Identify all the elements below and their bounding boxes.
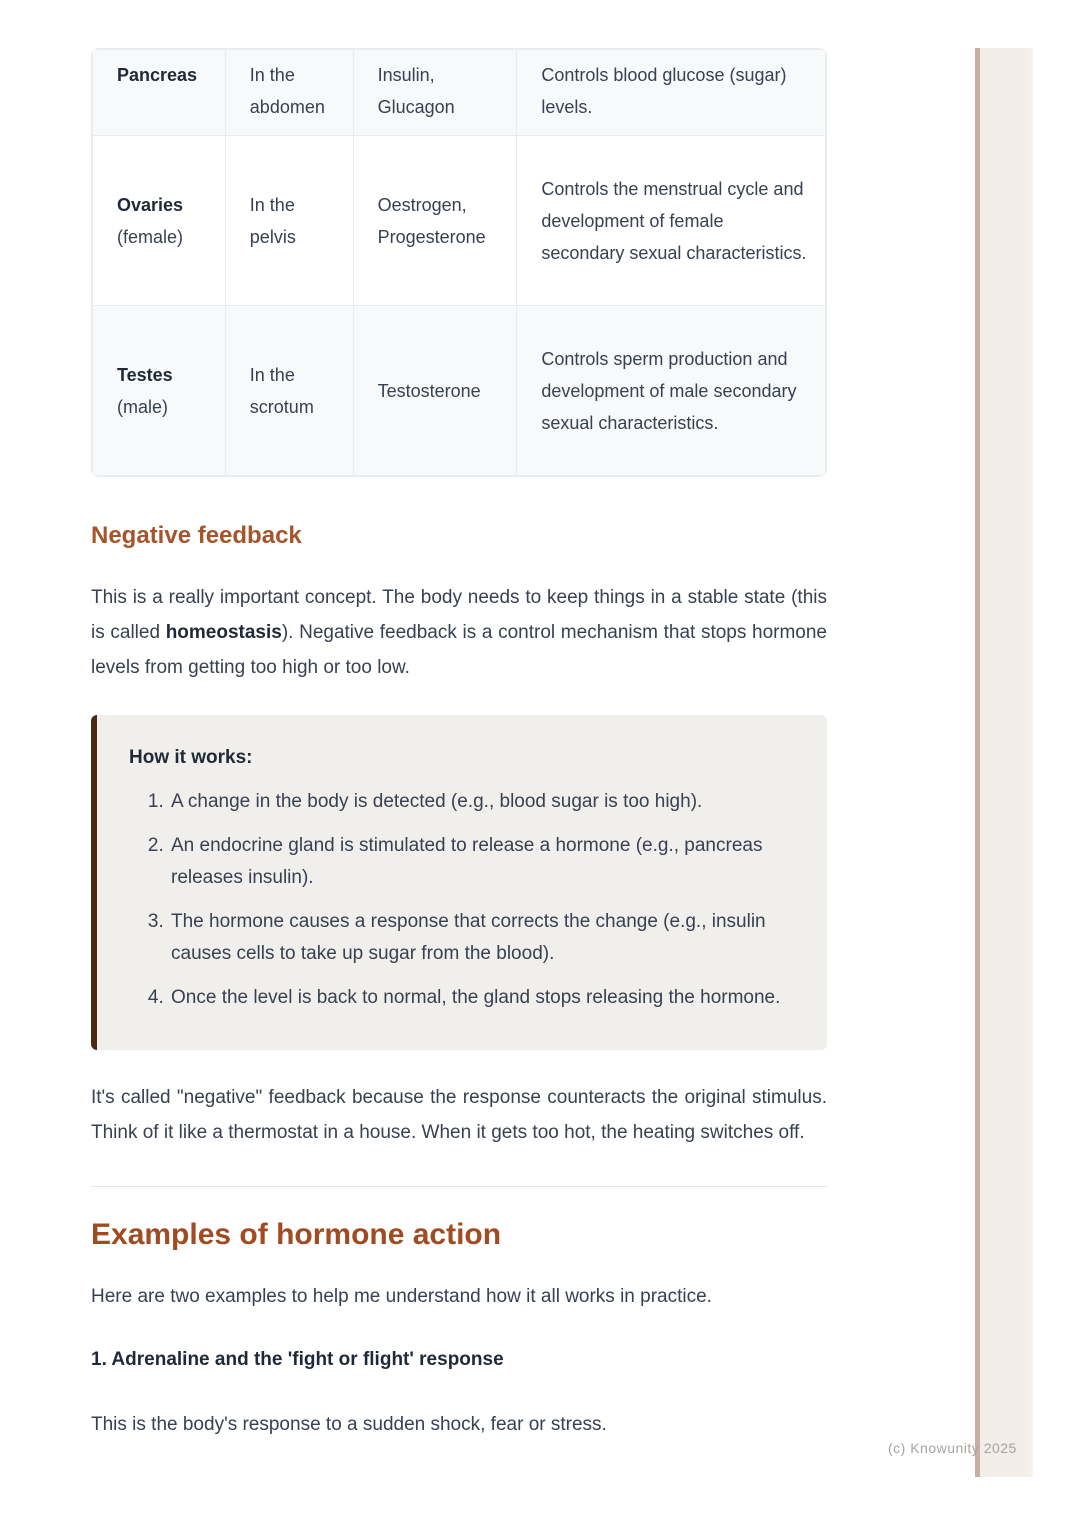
section-heading-negative-feedback: Negative feedback bbox=[91, 522, 302, 549]
document-page bbox=[91, 48, 827, 1472]
gland-qualifier: (male) bbox=[117, 396, 169, 417]
table-row-pancreas bbox=[93, 50, 826, 136]
section-heading-examples: Examples of hormone action bbox=[91, 1218, 502, 1251]
example1-text: This is the body's response to a sudden shock, fear or stress. bbox=[91, 1414, 607, 1435]
intro-text-end: ). Negative feedback is a control mechanism that stops hormone levels from getting too high or too low. bbox=[91, 622, 828, 678]
callout-title: How it works: bbox=[129, 747, 253, 768]
hormones-cell: Insulin, Glucagon bbox=[353, 50, 517, 136]
glands-table bbox=[91, 48, 827, 477]
examples-intro: Here are two examples to help me understand how it all works in practice. bbox=[91, 1286, 712, 1307]
gland-cell bbox=[93, 50, 226, 136]
function-cell: Controls sperm production and development of male secondary sexual characteristics. bbox=[517, 306, 826, 476]
hormones-cell: Testosterone bbox=[353, 306, 517, 476]
table-row-testes bbox=[93, 306, 826, 476]
negative-feedback-outro: It's called "negative" feedback because the response counteracts the original stimulus. Think of it like a thermostat in a house. When it gets too hot, the heating switches off. bbox=[91, 1087, 827, 1143]
location-cell: In the scrotum bbox=[225, 306, 353, 476]
function-cell: Controls blood glucose (sugar) levels. bbox=[517, 50, 826, 136]
list-item: 2. An endocrine gland is stimulated to release a hormone (e.g., pancreas releases insulin). bbox=[169, 830, 791, 894]
watermark: (c) Knowunity 2025 bbox=[888, 1440, 1017, 1456]
next-page-edge bbox=[975, 48, 1033, 1477]
list-item: 4. Once the level is back to normal, the gland stops releasing the hormone. bbox=[169, 982, 791, 1014]
gland-name: Testes bbox=[117, 364, 173, 385]
table-row-ovaries bbox=[93, 136, 826, 306]
gland-cell bbox=[93, 306, 226, 476]
gland-name: Ovaries bbox=[117, 194, 184, 215]
list-item: 3. The hormone causes a response that corrects the change (e.g., insulin causes cells to take up sugar from the blood). bbox=[169, 906, 791, 970]
homeostasis-bold: homeostasis bbox=[165, 622, 282, 643]
hormones-cell: Oestrogen, Progesterone bbox=[353, 136, 517, 306]
example1-heading: 1. Adrenaline and the 'fight or flight' response bbox=[91, 1349, 504, 1370]
gland-qualifier: (female) bbox=[117, 226, 184, 247]
negative-feedback-intro bbox=[91, 580, 827, 685]
gland-cell bbox=[93, 136, 226, 306]
how-it-works-callout bbox=[91, 715, 827, 1050]
how-it-works-list bbox=[129, 786, 791, 1014]
function-cell: Controls the menstrual cycle and development of female secondary sexual characteristics. bbox=[517, 136, 826, 306]
intro-text-start: This is a really important concept. The body needs to keep things in a stable state (this is called bbox=[91, 587, 827, 643]
list-item: 1. A change in the body is detected (e.g., blood sugar is too high). bbox=[169, 786, 791, 818]
location-cell: In the abdomen bbox=[225, 50, 353, 136]
section-divider bbox=[91, 1186, 827, 1187]
gland-name: Pancreas bbox=[117, 65, 198, 85]
location-cell: In the pelvis bbox=[225, 136, 353, 306]
